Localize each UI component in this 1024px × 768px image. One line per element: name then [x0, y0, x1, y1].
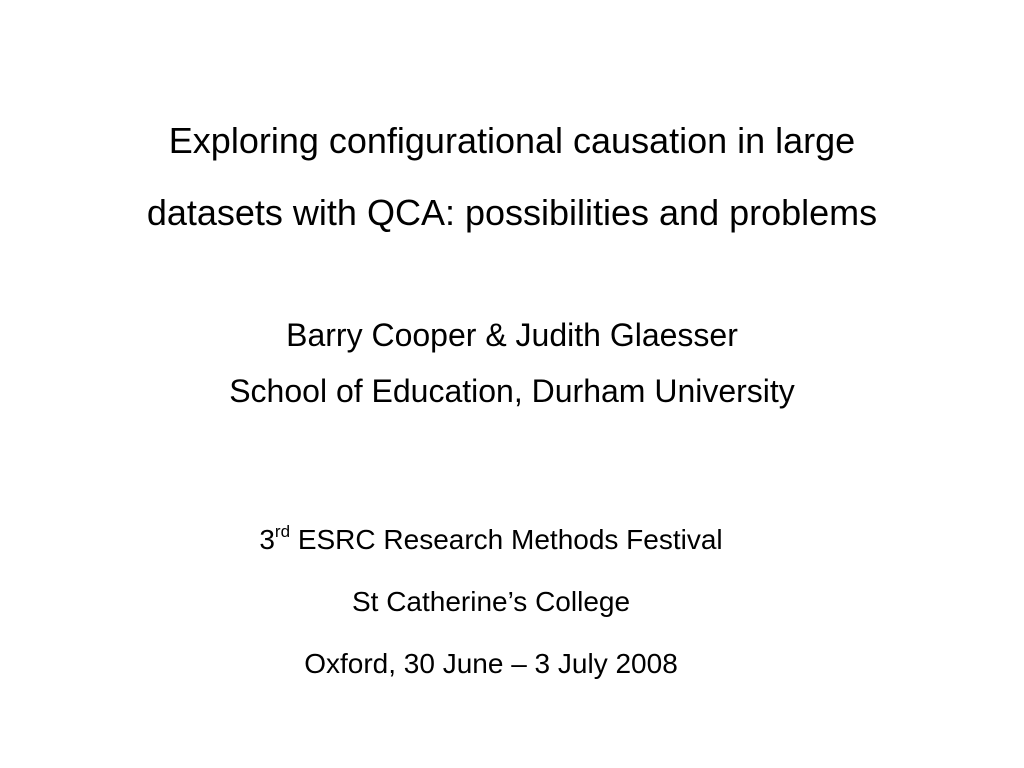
event-venue: St Catherine’s College: [351, 586, 631, 617]
event-festival-name: ESRC Research Methods Festival: [290, 524, 723, 555]
event-ordinal-suffix: rd: [274, 522, 291, 541]
slide-title-line-1: Exploring configurational causation in large: [168, 120, 856, 161]
author-names: Barry Cooper & Judith Glaesser: [286, 317, 738, 353]
slide-title-line-2: datasets with QCA: possibilities and problems: [146, 192, 878, 233]
author-affiliation: School of Education, Durham University: [229, 373, 795, 409]
event-location-date: Oxford, 30 June – 3 July 2008: [304, 648, 678, 679]
event-ordinal-number: 3: [259, 524, 275, 555]
event-festival: [0, 523, 982, 557]
